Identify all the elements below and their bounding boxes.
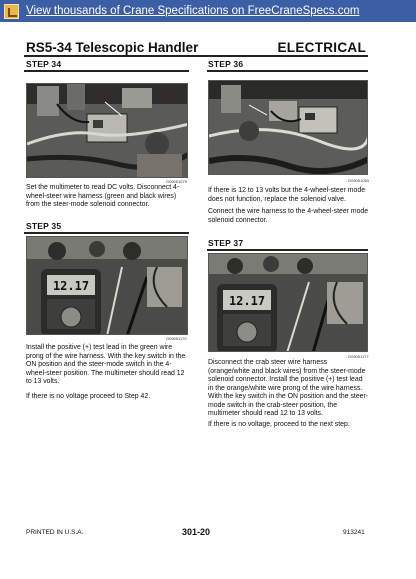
footer-doc-number: 913241 bbox=[343, 529, 365, 536]
step-37-text-1: Disconnect the crab steer wire harness (orange/white and black wires) from the steer-mode solenoid connector. Install the positive (+) test lead in the orange/white wire prong of the wire harness. With the key switch in the ON position and the steer-mode switch in the crab-steer position, the multimeter should read 12 to 13 volts. bbox=[208, 359, 369, 417]
section-title: ELECTRICAL bbox=[277, 40, 366, 55]
step-35-text-1: Install the positive (+) test lead in the green wire prong of the wire harness. With the key switch in the ON position and the steer-mode switch in the 4-wheel-steer position. The multimeter should read 12 to 13 volts. bbox=[26, 344, 186, 385]
page-number: 301-20 bbox=[182, 527, 211, 537]
step-37-rule bbox=[207, 249, 368, 251]
promo-link[interactable]: View thousands of Crane Specifications on FreeCraneSpecs.com bbox=[26, 5, 360, 17]
step-36-text-2: Connect the wire harness to the 4-wheel-steer mode solenoid connector. bbox=[208, 208, 369, 224]
step-34-photo-caption: G09051079 bbox=[166, 179, 187, 184]
step-35-text-2: If there is no voltage proceed to Step 42. bbox=[26, 393, 151, 400]
step-34-rule bbox=[24, 70, 189, 72]
step-35-meter-reading: 12.17 bbox=[52, 279, 90, 293]
step-35-photo bbox=[26, 236, 188, 335]
step-35-rule bbox=[24, 232, 189, 234]
site-logo-icon bbox=[4, 4, 19, 19]
step-34-text: Set the multimeter to read DC volts. Disconnect 4-wheel-steer wire harness (green and black wires) from the steer-mode solenoid connector. bbox=[26, 184, 180, 208]
step-34-heading: STEP 34 bbox=[26, 59, 62, 69]
footer-printed: PRINTED IN U.S.A. bbox=[26, 529, 84, 536]
step-37-meter-reading: 12.17 bbox=[228, 294, 266, 308]
step-35-heading: STEP 35 bbox=[26, 221, 62, 231]
step-37-heading: STEP 37 bbox=[208, 238, 244, 248]
header-rule bbox=[24, 55, 368, 57]
step-36-heading: STEP 36 bbox=[208, 59, 244, 69]
step-36-rule bbox=[207, 70, 368, 72]
step-37-photo-caption: G09051177 bbox=[348, 354, 369, 359]
step-37-text-2: If there is no voltage, proceed to the next step. bbox=[208, 421, 350, 428]
step-36-text-1: If there is 12 to 13 volts but the 4-wheel-steer mode does not function, replace the solenoid valve. bbox=[208, 187, 366, 203]
step-36-photo-caption: G09051083 bbox=[348, 178, 369, 183]
page-title: RS5-34 Telescopic Handler bbox=[26, 40, 199, 55]
step-36-photo bbox=[208, 80, 368, 175]
step-37-photo bbox=[208, 253, 368, 352]
promo-banner[interactable] bbox=[0, 0, 416, 22]
step-34-photo bbox=[26, 83, 188, 178]
step-35-photo-caption: G09051170 bbox=[166, 336, 187, 341]
